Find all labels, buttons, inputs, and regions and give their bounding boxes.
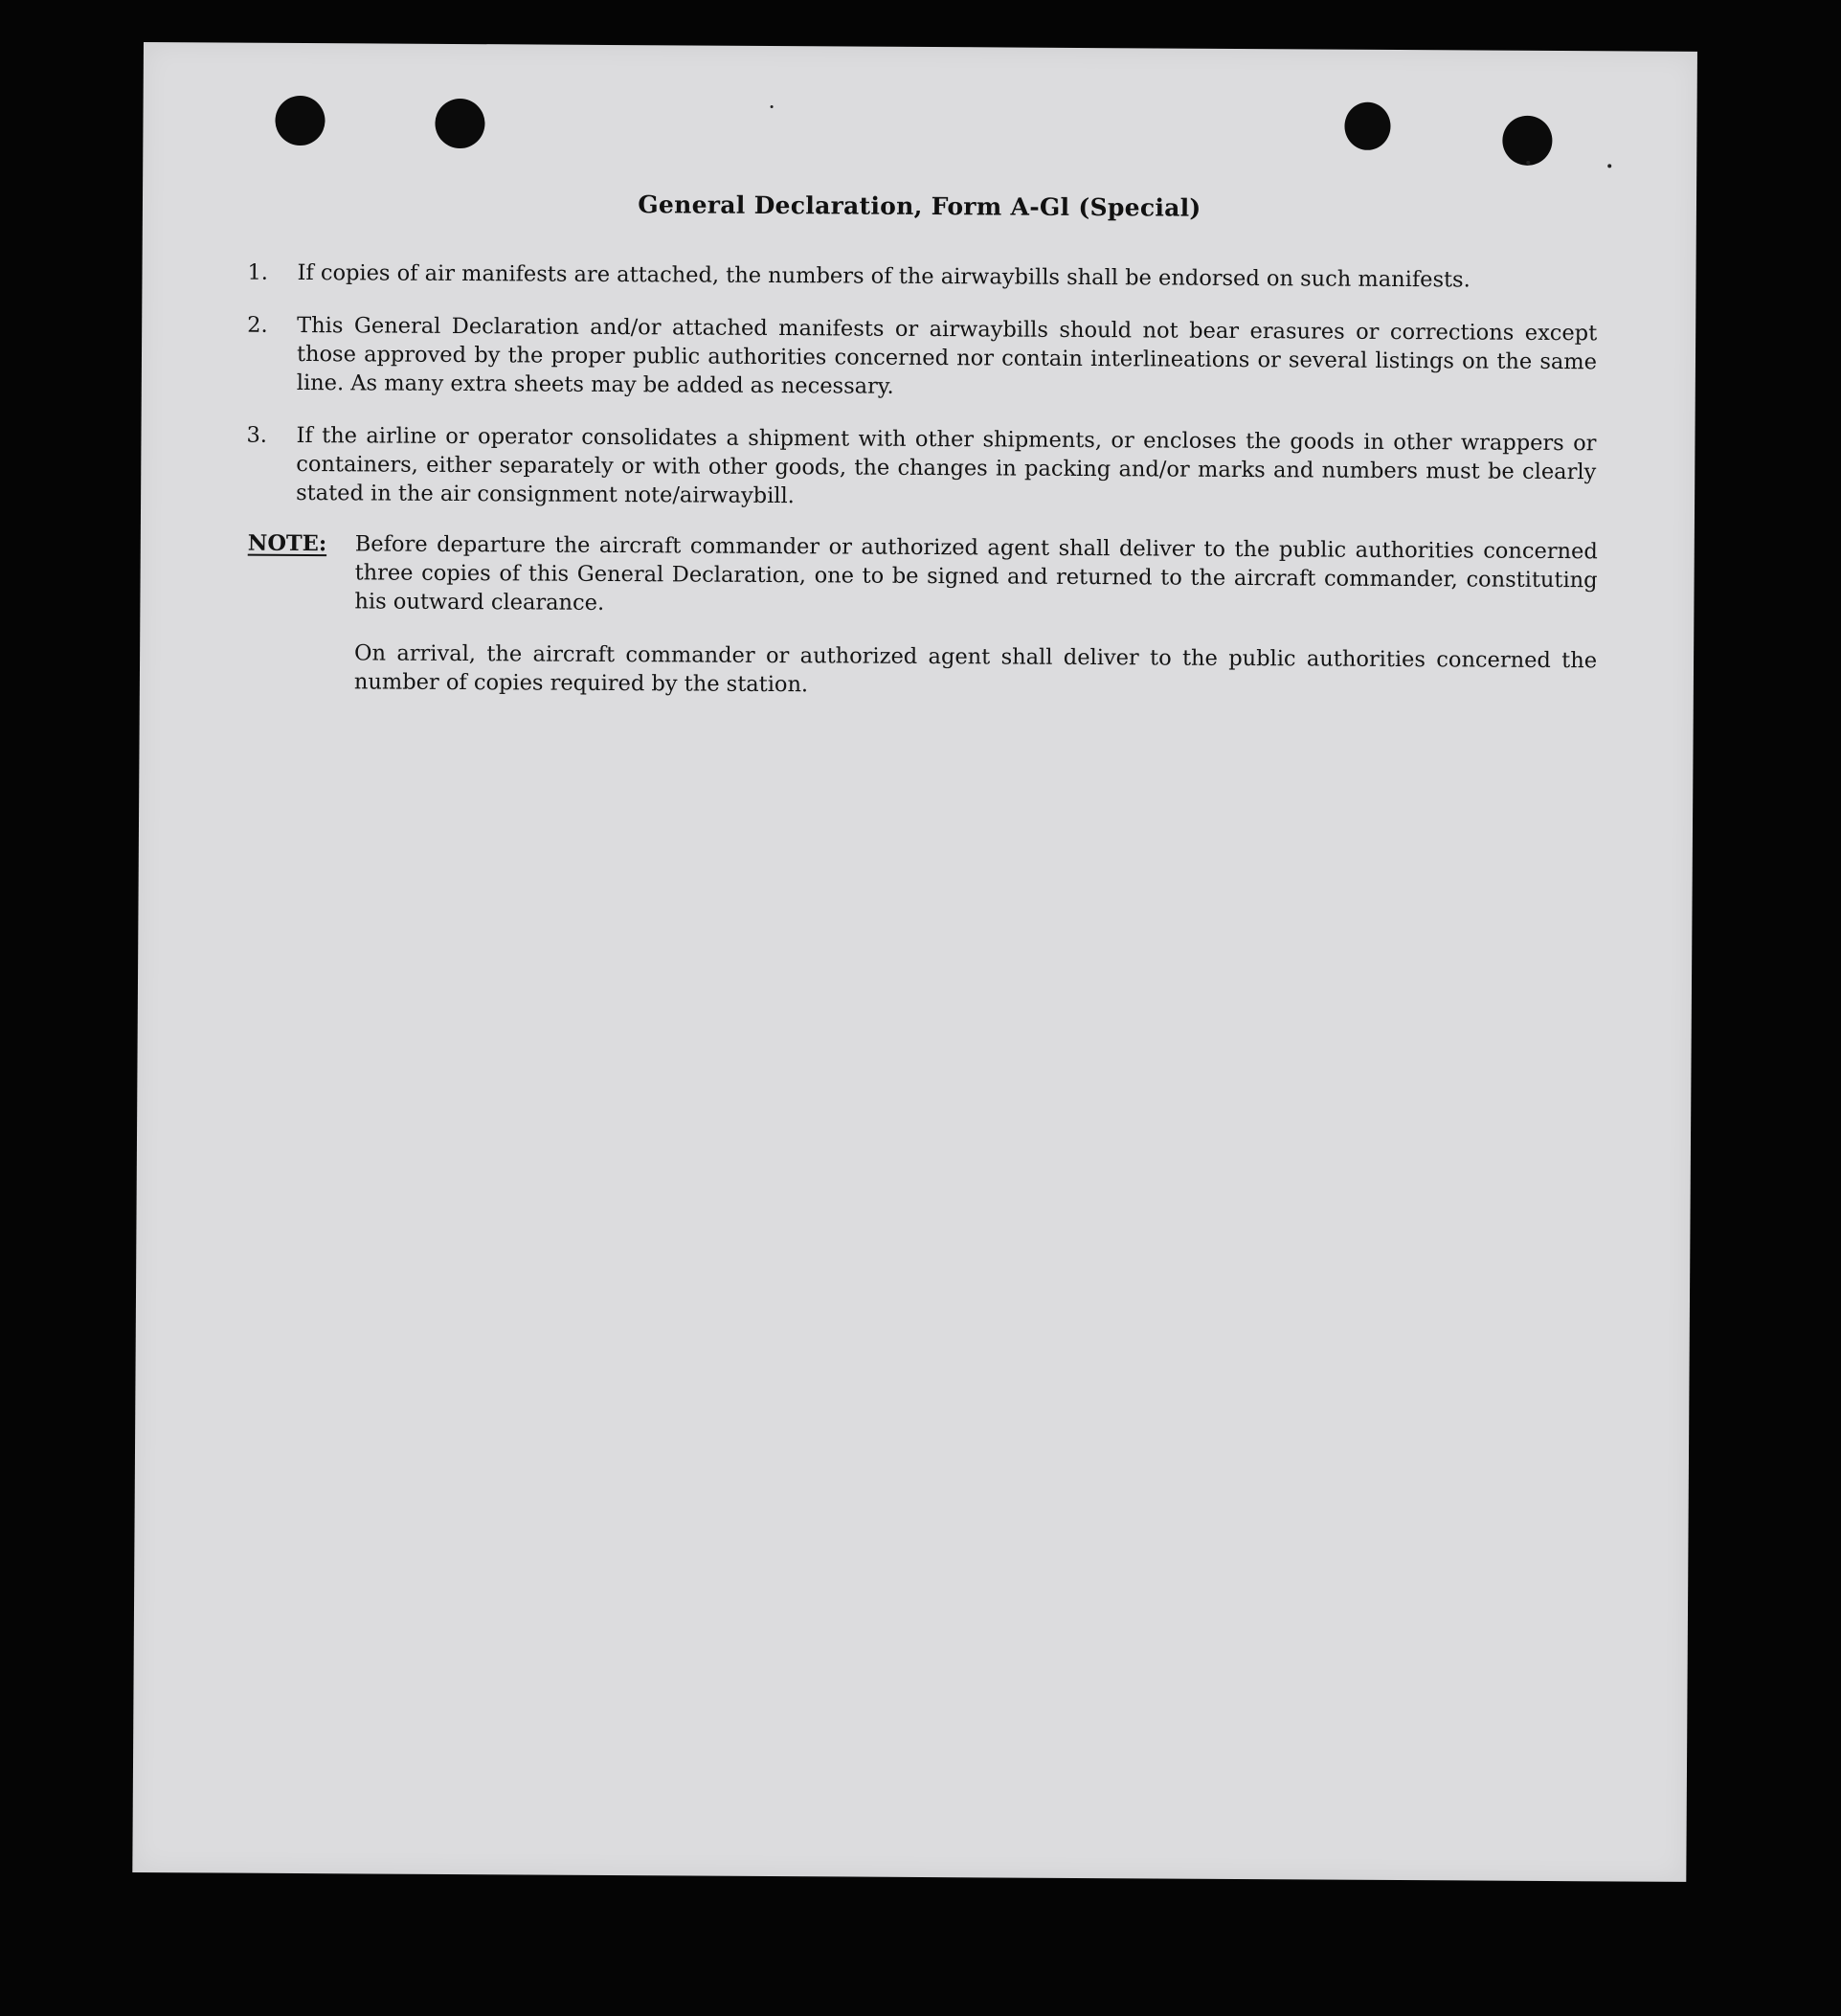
item-text: If the airline or operator consolidates a shipment with other shipments, or encloses the goods in other wrappers or containers, either separately or with other goods, the changes in packing and/or marks and numbers must be clearly stated in the air consignment note/airwaybill. — [296, 422, 1597, 509]
item-text: This General Declaration and/or attached manifests or airwaybills should not bear erasures or corrections except those approved by the proper public authorities concerned nor contain interlineations or several listings on the same line. As many extra sheets may be added as necessary. — [296, 312, 1598, 399]
item-number: 1. — [247, 259, 269, 285]
note-section — [247, 529, 1598, 705]
punch-hole — [1344, 102, 1390, 150]
note-label: NOTE: — [247, 530, 327, 557]
note-paragraph: Before departure the aircraft commander or authorized agent shall deliver to the public authorities concerned three copies of this General Declaration, one to be signed and returned to the aircraft commander, constituting his outward clearance. — [354, 531, 1598, 616]
document-page — [132, 42, 1697, 1882]
item-number: 2. — [247, 312, 268, 338]
punch-hole — [1502, 116, 1552, 166]
speck — [771, 105, 774, 108]
item-number: 3. — [246, 422, 268, 448]
list-item — [247, 311, 1598, 406]
speck — [1526, 161, 1530, 165]
list-item — [247, 258, 1597, 296]
note-paragraph: On arrival, the aircraft commander or authorized agent shall deliver to the public authorities concerned the number of copies required by the station. — [353, 640, 1598, 698]
item-text: If copies of air manifests are attached, the numbers of the airwaybills shall be endorsed on such manifests. — [297, 259, 1471, 293]
list-item — [246, 421, 1597, 516]
punch-hole — [435, 99, 484, 148]
speck — [1607, 164, 1611, 168]
document-title: General Declaration, Form A-Gl (Special) — [638, 190, 1201, 222]
punch-hole — [275, 96, 325, 146]
